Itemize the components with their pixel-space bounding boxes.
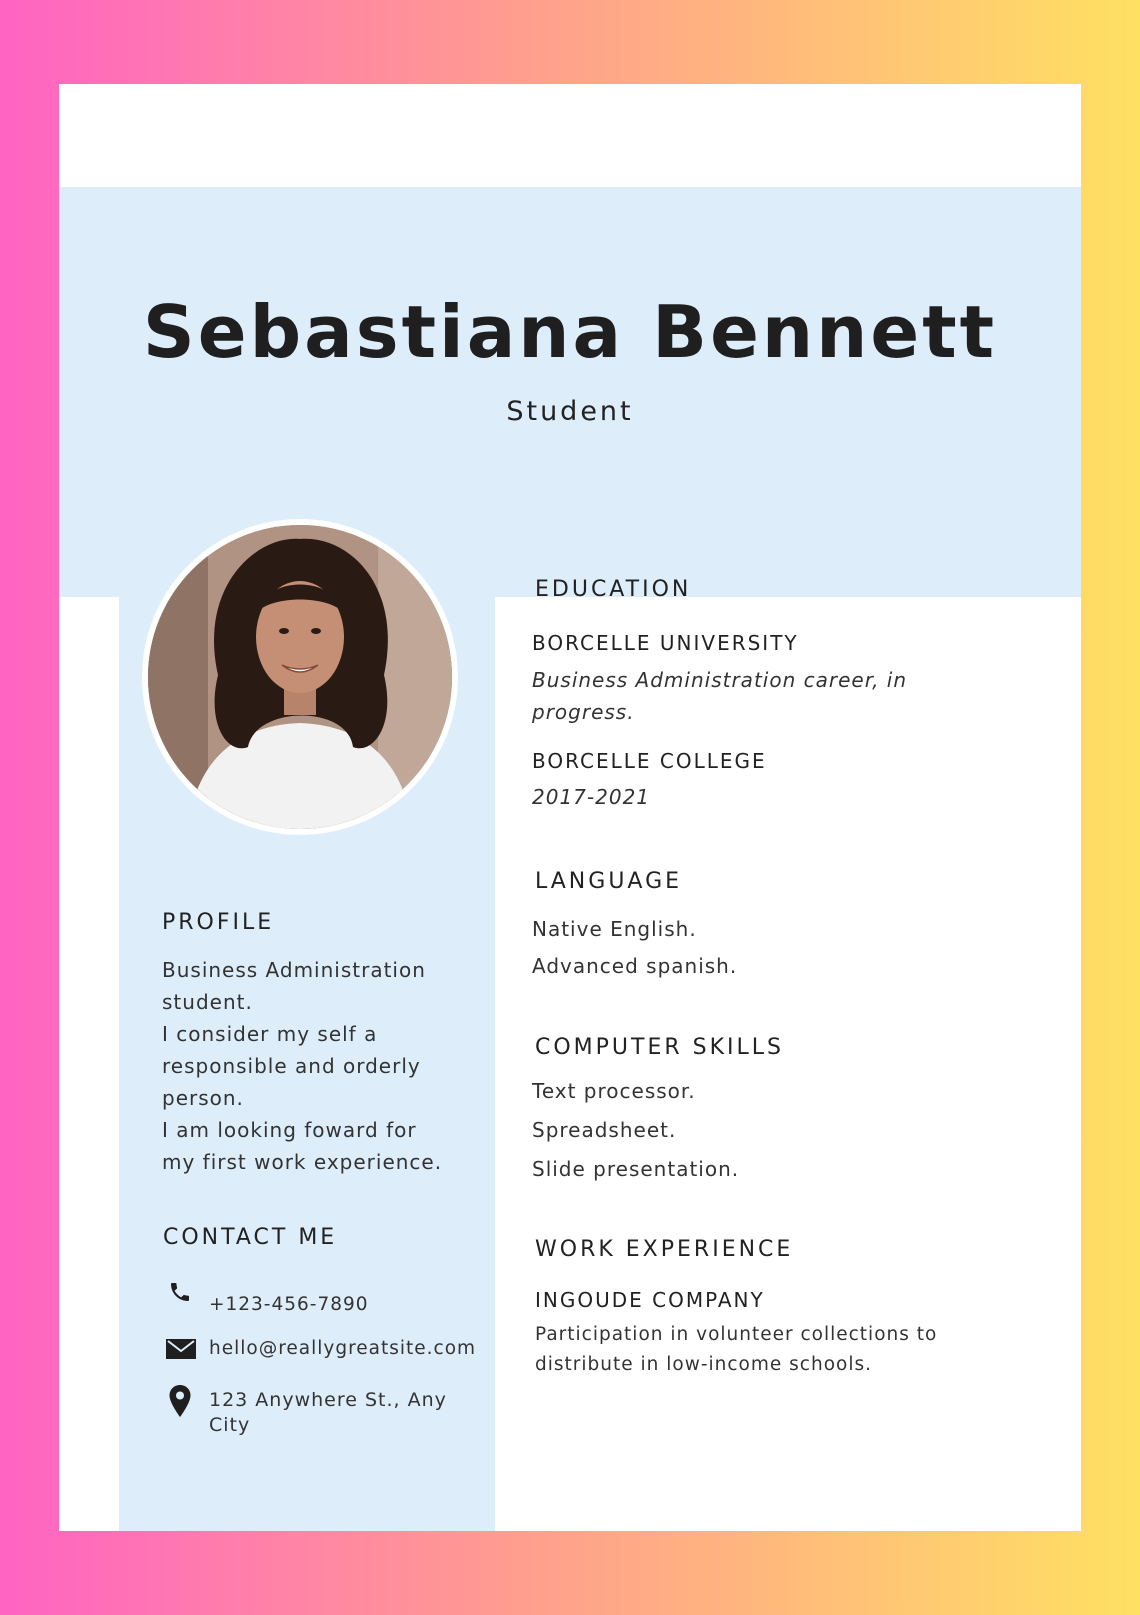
work-detail-line: Participation in volunteer collections to [535,1324,938,1345]
header-band [59,187,1081,597]
skill-item: Slide presentation. [532,1157,740,1181]
profile-line: responsible and orderly [162,1054,421,1078]
education-heading: EDUCATION [535,577,692,602]
portrait-illustration [148,525,452,829]
profile-heading: PROFILE [162,910,275,935]
profile-photo [142,519,458,835]
profile-line: I consider my self a [162,1022,378,1046]
computer-skills-heading: COMPUTER SKILLS [535,1035,785,1060]
address-line: 123 Anywhere St., Any [209,1389,447,1411]
profile-text [162,954,442,1178]
work-company: INGOUDE COMPANY [535,1288,765,1312]
email-address[interactable]: hello@reallygreatsite.com [209,1338,477,1359]
skill-item: Text processor. [532,1079,696,1103]
education-detail-line: 2017-2021 [532,785,651,809]
profile-line: student. [162,990,253,1014]
profile-line: my first work experience. [162,1150,443,1174]
education-school: BORCELLE UNIVERSITY [532,631,799,655]
profile-line: I am looking foward for [162,1118,417,1142]
language-heading: LANGUAGE [535,869,683,894]
work-experience-heading: WORK EXPERIENCE [535,1237,794,1262]
language-item: Native English. [532,917,697,941]
job-title: Student [506,396,634,427]
address [209,1388,447,1438]
education-school: BORCELLE COLLEGE [532,749,767,773]
envelope-icon [165,1338,197,1360]
education-detail [532,781,650,813]
education-detail-line: Business Administration career, in [532,668,908,692]
resume-page [59,84,1081,1531]
work-detail-line: distribute in low-income schools. [535,1354,872,1375]
work-detail [535,1320,937,1380]
education-detail-line: progress. [532,700,635,724]
education-detail [532,664,907,728]
contact-heading: CONTACT ME [163,1225,338,1250]
language-item: Advanced spanish. [532,954,738,978]
profile-line: person. [162,1086,244,1110]
skill-item: Spreadsheet. [532,1118,677,1142]
address-line: City [209,1414,251,1436]
profile-line: Business Administration [162,958,426,982]
location-pin-icon [168,1384,192,1418]
phone-number[interactable]: +123-456-7890 [209,1294,369,1315]
phone-icon [168,1280,192,1304]
full-name: Sebastiana Bennett [142,290,998,374]
